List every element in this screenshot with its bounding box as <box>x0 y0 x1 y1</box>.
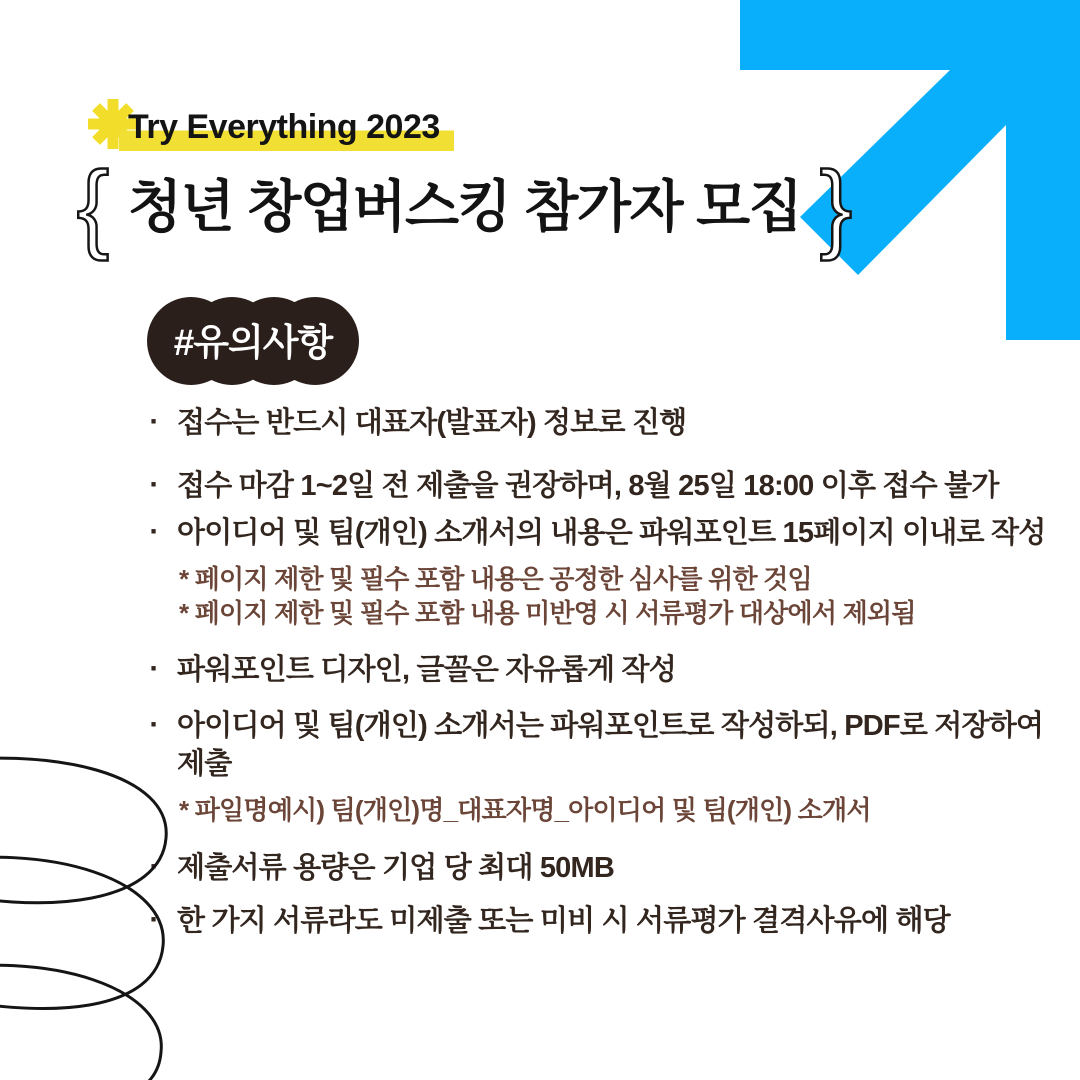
list-item <box>146 651 1066 689</box>
bullet-dot-icon: · <box>149 850 159 883</box>
svg-text:{: { <box>76 151 110 261</box>
notice-badge-label: #유의사항 <box>173 322 333 363</box>
notice-text: 한 가지 서류라도 미제출 또는 미비 시 서류평가 결격사유에 해당 <box>177 905 950 937</box>
notice-badge <box>147 296 359 386</box>
notice-text: 아이디어 및 팀(개인) 소개서는 파워포인트로 작성하되, PDF로 저장하여 제출 <box>177 710 1044 780</box>
brace-right-icon <box>813 148 859 264</box>
notice-subnote: * 파일명예시) 팀(개인)명_대표자명_아이디어 및 팀(개인) 소개서 <box>179 795 871 825</box>
list-item <box>146 849 1066 887</box>
list-item <box>146 707 1066 827</box>
eyebrow-text: Try Everything 2023 <box>119 106 454 153</box>
notice-text: 파워포인트 디자인, 글꼴은 자유롭게 작성 <box>177 654 676 686</box>
list-item <box>146 467 1066 505</box>
bullet-dot-icon: · <box>149 903 159 936</box>
list-item <box>146 404 1066 442</box>
brace-left-icon <box>70 148 116 264</box>
notice-subnote: * 페이지 제한 및 필수 포함 내용 미반영 시 서류평가 대상에서 제외됨 <box>179 598 916 628</box>
notice-subnote: * 페이지 제한 및 필수 포함 내용은 공정한 심사를 위한 것임 <box>179 564 812 594</box>
bullet-dot-icon: · <box>149 652 159 685</box>
list-item <box>146 514 1066 630</box>
bullet-dot-icon: · <box>149 405 159 438</box>
bullet-dot-icon: · <box>149 468 159 501</box>
notice-text: 접수는 반드시 대표자(발표자) 정보로 진행 <box>177 407 687 439</box>
notices-list <box>146 404 1066 940</box>
notice-text: 접수 마감 1~2일 전 제출을 권장하며, 8월 25일 18:00 이후 접수 불가 <box>177 470 999 502</box>
notice-text: 아이디어 및 팀(개인) 소개서의 내용은 파워포인트 15페이지 이내로 작성 <box>177 517 1046 549</box>
list-item <box>146 902 1066 940</box>
bullet-dot-icon: · <box>149 515 159 548</box>
title-row <box>70 150 859 262</box>
notice-text: 제출서류 용량은 기업 당 최대 50MB <box>177 852 615 884</box>
bullet-dot-icon: · <box>149 708 159 741</box>
svg-text:}: } <box>819 151 853 261</box>
coil-line-icon <box>0 752 180 1080</box>
page-title: 청년 창업버스킹 참가자 모집 <box>128 175 802 238</box>
